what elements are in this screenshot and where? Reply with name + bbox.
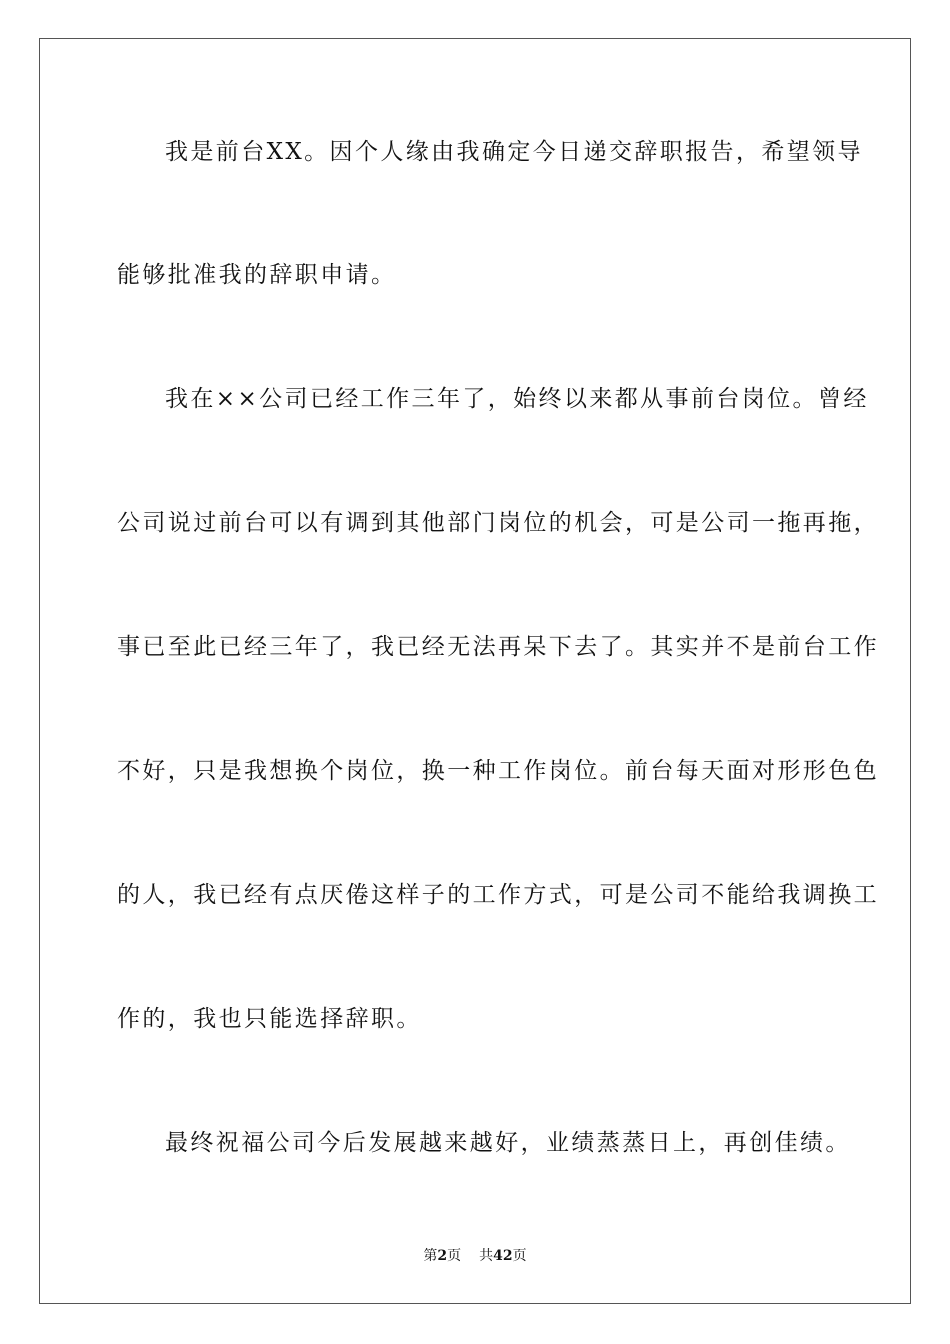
total-prefix: 共	[479, 1248, 494, 1264]
total-pages: 42	[493, 1248, 513, 1264]
paragraph-2-line-4: 不好，只是我想换个岗位，换一种工作岗位。前台每天面对形形色色	[117, 758, 879, 784]
paragraph-3-line-1: 最终祝福公司今后发展越来越好，业绩蒸蒸日上，再创佳绩。	[165, 1130, 851, 1156]
paragraph-2-line-6: 作的，我也只能选择辞职。	[117, 1006, 422, 1032]
total-suffix: 页	[512, 1248, 527, 1264]
page-footer	[0, 1245, 950, 1265]
page-suffix: 页	[447, 1248, 462, 1264]
paragraph-2-line-5: 的人，我已经有点厌倦这样子的工作方式，可是公司不能给我调换工	[117, 882, 879, 908]
paragraph-2-line-2: 公司说过前台可以有调到其他部门岗位的机会，可是公司一拖再拖，	[117, 510, 879, 536]
page-prefix: 第	[423, 1248, 438, 1264]
paragraph-2-line-1: 我在××公司已经工作三年了，始终以来都从事前台岗位。曾经	[165, 386, 869, 412]
page-number: 2	[437, 1248, 448, 1264]
page-border	[39, 38, 911, 1304]
paragraph-1-line-2: 能够批准我的辞职申请。	[117, 262, 397, 288]
paragraph-2-line-3: 事已至此已经三年了，我已经无法再呆下去了。其实并不是前台工作	[117, 634, 879, 660]
paragraph-1-line-1: 我是前台XX。因个人缘由我确定今日递交辞职报告，希望领导	[165, 139, 863, 165]
